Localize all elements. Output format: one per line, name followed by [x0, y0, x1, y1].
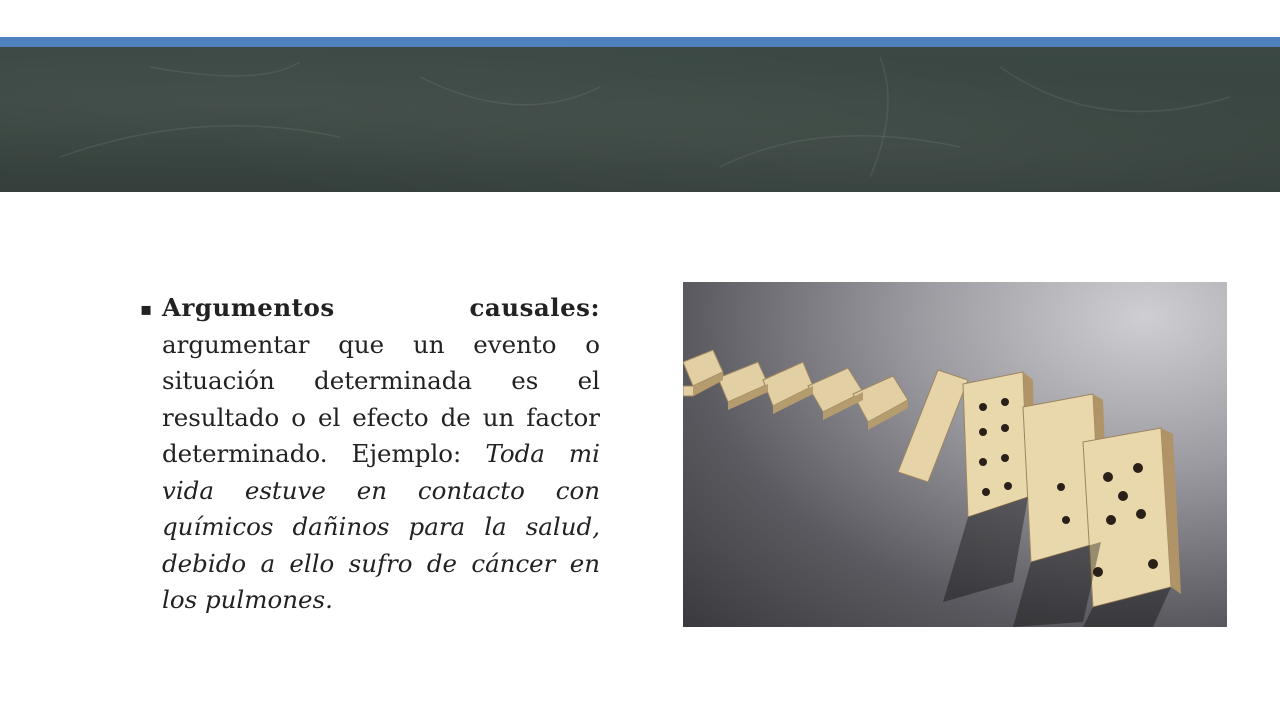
bullet-text: [140, 290, 600, 619]
accent-bar: [0, 37, 1280, 47]
definition-text: argumentar que un evento o situación determinada es el resultado o el efecto de un factor determinado. Ejemplo:: [162, 329, 600, 468]
dominoes-photo: [683, 282, 1227, 627]
square-bullet-icon: ▪: [140, 299, 153, 320]
paragraph: [162, 290, 600, 619]
heading-term: Argumentos causales:: [162, 293, 600, 322]
chalkboard-banner: [0, 47, 1280, 192]
example-text: Toda mi vida estuve en contacto con químicos dañinos para la salud, debido a ello sufro de cáncer en los pulmones.: [162, 439, 600, 614]
